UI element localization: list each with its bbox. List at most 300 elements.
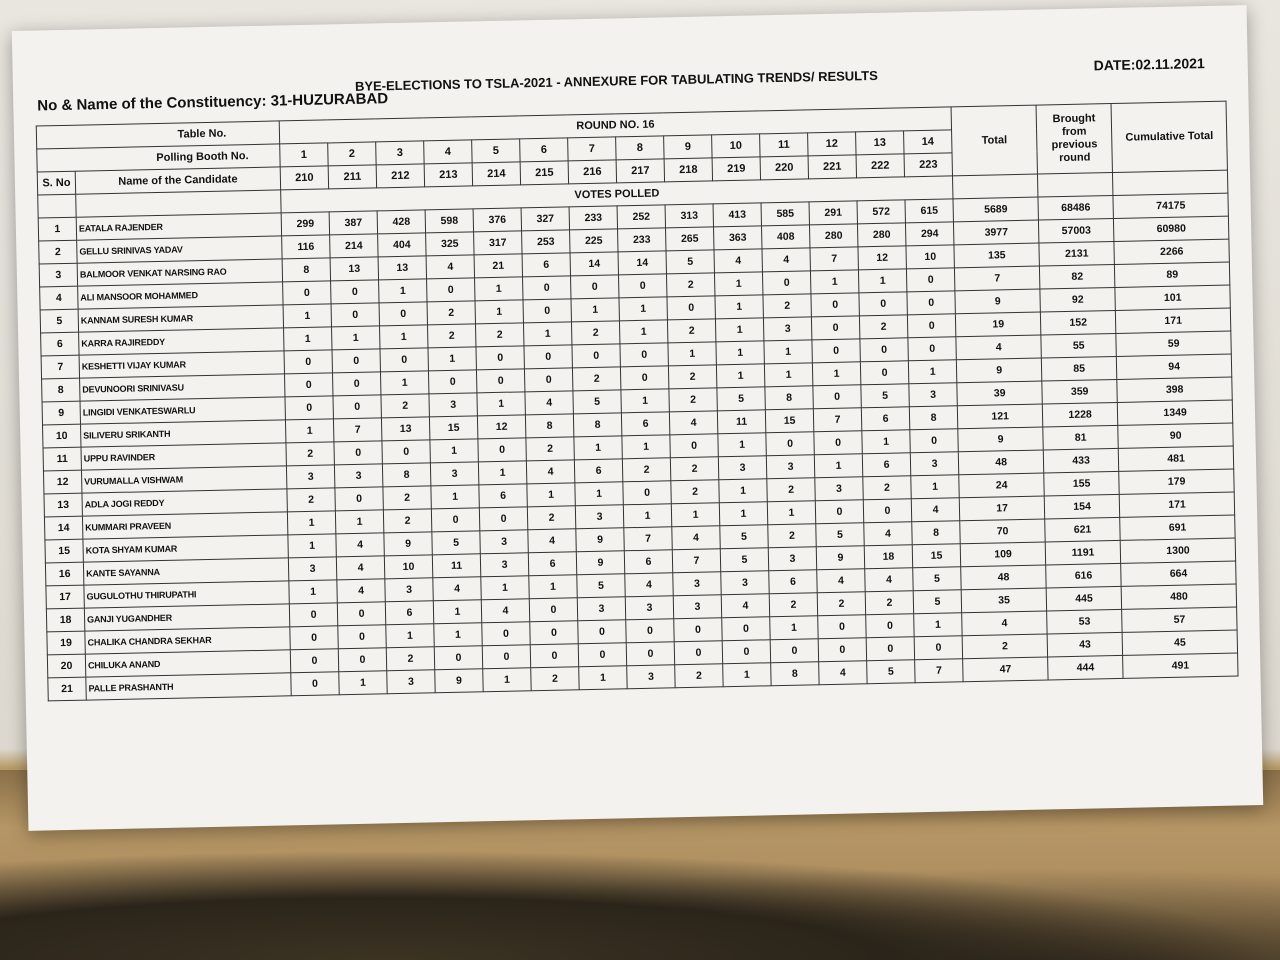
vote-cell: 4 (337, 579, 385, 603)
table-number-cell: 6 (520, 138, 568, 162)
booth-no-label: Polling Booth No. (37, 144, 280, 172)
vote-cell: 0 (914, 636, 963, 660)
cumulative-header: Cumulative Total (1111, 101, 1227, 172)
vote-cell: 1 (288, 534, 336, 558)
vote-cell: 4 (625, 573, 673, 597)
vote-cell: 0 (620, 343, 668, 367)
vote-cell: 0 (476, 369, 524, 393)
vote-cell: 12 (477, 415, 525, 439)
vote-cell: 4 (526, 460, 574, 484)
vote-cell: 1 (433, 600, 481, 624)
vote-cell: 3 (627, 665, 675, 689)
vote-cell: 5 (913, 567, 962, 591)
brought-cell: 68486 (1038, 195, 1113, 220)
vote-cell: 1 (814, 454, 862, 478)
vote-cell: 317 (474, 231, 522, 255)
vote-cell: 0 (434, 646, 482, 670)
vote-cell: 0 (332, 349, 380, 373)
vote-cell: 0 (478, 438, 526, 462)
total-cell: 47 (963, 657, 1048, 682)
vote-cell: 299 (281, 212, 329, 236)
vote-cell: 1 (908, 360, 957, 384)
vote-cell: 4 (433, 577, 481, 601)
vote-cell: 0 (571, 275, 619, 299)
vote-cell: 0 (766, 432, 814, 456)
brought-header: Brought from previous round (1036, 104, 1112, 175)
vote-cell: 615 (905, 199, 954, 223)
vote-cell: 2 (667, 319, 715, 343)
votes-polled-label: VOTES POLLED (281, 176, 953, 213)
vote-cell: 2 (287, 488, 335, 512)
vote-cell: 2 (427, 301, 475, 325)
serial-number-cell: 8 (42, 378, 80, 402)
table-number-cell: 14 (904, 130, 953, 154)
vote-cell: 0 (283, 281, 331, 305)
brought-cell: 444 (1048, 655, 1123, 680)
vote-cell: 0 (762, 271, 810, 295)
serial-number-cell: 18 (46, 608, 84, 632)
vote-cell: 13 (330, 257, 378, 281)
total-cell: 9 (955, 289, 1040, 314)
vote-cell: 225 (570, 229, 618, 253)
vote-cell: 0 (291, 672, 339, 696)
table-number-cell: 3 (376, 141, 424, 165)
total-cell: 7 (955, 266, 1040, 291)
vote-cell: 10 (906, 245, 955, 269)
vote-cell: 5 (720, 548, 768, 572)
vote-cell: 0 (379, 302, 427, 326)
vote-cell: 4 (819, 661, 867, 685)
vote-cell: 1 (386, 624, 434, 648)
total-cell: 70 (960, 519, 1045, 544)
vote-cell: 15 (765, 409, 813, 433)
vote-cell: 7 (813, 408, 861, 432)
vote-cell: 5 (867, 660, 915, 684)
vote-cell: 3 (721, 571, 769, 595)
vote-cell: 1 (379, 279, 427, 303)
candidate-header: Name of the Candidate (75, 167, 280, 194)
vote-cell: 1 (715, 295, 763, 319)
cumulative-cell: 171 (1119, 492, 1234, 517)
vote-cell: 1 (716, 364, 764, 388)
candidate-name-cell: CHALIKA CHANDRA SEKHAR (85, 627, 290, 654)
vote-cell: 0 (523, 299, 571, 323)
booth-number-cell: 215 (520, 161, 568, 185)
vote-cell: 8 (909, 406, 958, 430)
booth-number-cell: 217 (616, 159, 664, 183)
vote-cell: 313 (665, 204, 713, 228)
vote-cell: 1 (431, 485, 479, 509)
total-cell: 35 (961, 588, 1046, 613)
vote-cell: 6 (385, 601, 433, 625)
vote-cell: 1 (571, 298, 619, 322)
cumulative-cell: 94 (1116, 354, 1231, 379)
vote-cell: 291 (809, 201, 857, 225)
vote-cell: 0 (674, 618, 722, 642)
vote-cell: 2 (476, 323, 524, 347)
vote-cell: 4 (336, 556, 384, 580)
serial-number-cell: 2 (39, 240, 77, 264)
vote-cell: 6 (522, 253, 570, 277)
candidate-name-cell: LINGIDI VENKATESWARLU (80, 397, 285, 424)
vote-cell: 0 (578, 620, 626, 644)
vote-cell: 0 (337, 602, 385, 626)
vote-cell: 0 (812, 339, 860, 363)
booth-number-cell: 222 (856, 154, 904, 178)
sno-header: S. No (37, 171, 75, 195)
booth-number-cell: 214 (472, 162, 520, 186)
vote-cell: 3 (334, 464, 382, 488)
vote-cell: 3 (288, 557, 336, 581)
candidate-name-cell: BALMOOR VENKAT NARSING RAO (77, 259, 282, 286)
vote-cell: 5 (816, 523, 864, 547)
vote-cell: 10 (384, 555, 432, 579)
serial-number-cell: 6 (41, 332, 79, 356)
results-sheet (12, 5, 1263, 831)
table-number-cell: 7 (568, 137, 616, 161)
vote-cell: 9 (576, 528, 624, 552)
vote-cell: 3 (768, 547, 816, 571)
vote-cell: 3 (763, 317, 811, 341)
vote-cell: 0 (578, 643, 626, 667)
total-cell: 2 (962, 634, 1047, 659)
table-number-cell: 13 (856, 131, 904, 155)
total-cell: 48 (961, 565, 1046, 590)
vote-cell: 6 (528, 552, 576, 576)
vote-cell: 1 (858, 269, 906, 293)
serial-number-cell: 19 (47, 631, 85, 655)
cumulative-cell: 398 (1117, 377, 1232, 402)
vote-cell: 413 (713, 203, 761, 227)
vote-cell: 327 (521, 207, 569, 231)
vote-cell: 0 (908, 337, 957, 361)
vote-cell: 3 (385, 578, 433, 602)
vote-cell: 5 (573, 390, 621, 414)
vote-cell: 1 (475, 300, 523, 324)
vote-cell: 0 (290, 649, 338, 673)
brought-cell: 433 (1043, 448, 1118, 473)
vote-cell: 4 (817, 569, 865, 593)
vote-cell: 2 (286, 442, 334, 466)
serial-number-cell: 20 (47, 654, 85, 678)
serial-number-cell: 3 (39, 263, 77, 287)
vote-cell: 233 (618, 228, 666, 252)
vote-cell: 2 (817, 592, 865, 616)
cumulative-cell: 74175 (1113, 193, 1228, 218)
vote-cell: 387 (329, 211, 377, 235)
candidate-name-cell: KANTE SAYANNA (83, 558, 288, 585)
vote-cell: 1 (621, 389, 669, 413)
vote-cell: 7 (672, 549, 720, 573)
vote-cell: 0 (626, 619, 674, 643)
vote-cell: 598 (425, 209, 473, 233)
candidate-name-cell: KOTA SHYAM KUMAR (83, 535, 288, 562)
vote-cell: 13 (381, 417, 429, 441)
vote-cell: 252 (617, 205, 665, 229)
vote-cell: 6 (861, 407, 909, 431)
serial-number-cell: 21 (48, 677, 86, 701)
candidate-name-cell: ALI MANSOOR MOHAMMED (78, 282, 283, 309)
booth-number-cell: 212 (376, 164, 424, 188)
vote-cell: 0 (289, 603, 337, 627)
round-label: ROUND NO. 16 (279, 107, 951, 144)
vote-cell: 1 (914, 613, 963, 637)
vote-cell: 0 (859, 292, 907, 316)
serial-number-cell: 12 (43, 470, 81, 494)
vote-cell: 1 (527, 483, 575, 507)
vote-cell: 4 (672, 526, 720, 550)
brought-cell: 92 (1040, 287, 1115, 312)
vote-cell: 1 (723, 663, 771, 687)
vote-cell: 376 (473, 208, 521, 232)
vote-cell: 5 (666, 250, 714, 274)
brought-cell: 155 (1044, 471, 1119, 496)
cumulative-cell: 179 (1119, 469, 1234, 494)
vote-cell: 0 (284, 350, 332, 374)
vote-cell: 1 (380, 325, 428, 349)
vote-cell: 1 (335, 510, 383, 534)
vote-cell: 0 (811, 293, 859, 317)
vote-cell: 1 (289, 580, 337, 604)
vote-cell: 0 (427, 278, 475, 302)
serial-number-cell: 9 (42, 401, 80, 425)
serial-number-cell: 16 (45, 562, 83, 586)
cumulative-cell: 481 (1118, 446, 1233, 471)
cumulative-cell: 45 (1122, 630, 1237, 655)
vote-cell: 8 (771, 662, 819, 686)
vote-cell: 2 (671, 480, 719, 504)
serial-number-cell: 13 (44, 493, 82, 517)
brought-cell: 1191 (1045, 540, 1120, 565)
candidate-name-cell: CHILUKA ANAND (85, 650, 290, 677)
vote-cell: 1 (764, 363, 812, 387)
vote-cell: 572 (857, 200, 905, 224)
cumulative-cell: 480 (1121, 584, 1236, 609)
vote-cell: 2 (381, 394, 429, 418)
vote-cell: 2 (675, 664, 723, 688)
vote-cell: 1 (483, 668, 531, 692)
vote-cell: 5 (717, 387, 765, 411)
vote-cell: 363 (714, 226, 762, 250)
brought-cell: 616 (1046, 563, 1121, 588)
vote-cell: 0 (338, 625, 386, 649)
vote-cell: 7 (915, 659, 964, 683)
serial-number-cell: 15 (45, 539, 83, 563)
vote-cell: 2 (769, 593, 817, 617)
vote-cell: 1 (478, 461, 526, 485)
total-cell: 4 (956, 335, 1041, 360)
brought-cell: 154 (1044, 494, 1119, 519)
vote-cell: 0 (722, 617, 770, 641)
vote-cell: 1 (283, 304, 331, 328)
vote-cell: 1 (475, 277, 523, 301)
vote-cell: 0 (818, 638, 866, 662)
vote-cell: 428 (377, 210, 425, 234)
vote-cell: 4 (864, 522, 912, 546)
vote-cell: 3 (815, 477, 863, 501)
vote-cell: 0 (482, 622, 530, 646)
vote-cell: 1 (477, 392, 525, 416)
cumulative-cell: 60980 (1114, 216, 1229, 241)
candidate-name-cell: SILIVERU SRIKANTH (81, 420, 286, 447)
vote-cell: 6 (621, 412, 669, 436)
vote-cell: 0 (333, 372, 381, 396)
vote-cell: 3 (480, 553, 528, 577)
vote-cell: 1 (911, 475, 960, 499)
table-number-cell: 11 (760, 133, 808, 157)
vote-cell: 7 (624, 527, 672, 551)
vote-cell: 6 (769, 570, 817, 594)
vote-cell: 6 (624, 550, 672, 574)
booth-number-cell: 219 (712, 157, 760, 181)
total-cell: 19 (956, 312, 1041, 337)
vote-cell: 265 (666, 227, 714, 251)
vote-cell: 1 (428, 347, 476, 371)
vote-cell: 1 (434, 623, 482, 647)
vote-cell: 1 (619, 320, 667, 344)
serial-number-cell: 17 (46, 585, 84, 609)
vote-cell: 2 (667, 273, 715, 297)
vote-cell: 5 (913, 590, 962, 614)
serial-number-cell: 14 (44, 516, 82, 540)
vote-cell: 233 (569, 206, 617, 230)
vote-cell: 1 (767, 501, 815, 525)
vote-cell: 4 (528, 529, 576, 553)
candidate-name-cell: UPPU RAVINDER (81, 443, 286, 470)
total-cell: 3977 (954, 220, 1039, 245)
booth-number-cell: 213 (424, 163, 472, 187)
vote-cell: 0 (818, 615, 866, 639)
vote-cell: 2 (571, 321, 619, 345)
total-cell: 135 (954, 243, 1039, 268)
vote-cell: 214 (330, 234, 378, 258)
vote-cell: 1 (430, 439, 478, 463)
total-cell: 5689 (953, 197, 1038, 222)
cumulative-cell: 664 (1121, 561, 1236, 586)
vote-cell: 4 (481, 599, 529, 623)
vote-cell: 1 (719, 479, 767, 503)
vote-cell: 0 (907, 314, 956, 338)
vote-cell: 294 (905, 222, 954, 246)
vote-cell: 3 (718, 456, 766, 480)
brought-cell: 1228 (1042, 402, 1117, 427)
booth-number-cell: 221 (808, 155, 856, 179)
vote-cell: 2 (428, 324, 476, 348)
vote-cell: 1 (714, 272, 762, 296)
vote-cell: 4 (669, 411, 717, 435)
vote-cell: 2 (383, 509, 431, 533)
table-number-cell: 10 (712, 134, 760, 158)
total-cell: 48 (958, 450, 1043, 475)
cumulative-cell: 89 (1115, 262, 1230, 287)
total-cell: 17 (959, 496, 1044, 521)
vote-cell: 5 (720, 525, 768, 549)
table-number-cell: 4 (424, 140, 472, 164)
vote-cell: 5 (577, 574, 625, 598)
vote-cell: 4 (336, 533, 384, 557)
candidate-name-cell: KESHETTI VIJAY KUMAR (79, 351, 284, 378)
vote-cell: 0 (334, 441, 382, 465)
candidate-name-cell: GUGULOTHU THIRUPATHI (84, 581, 289, 608)
total-cell: 4 (962, 611, 1047, 636)
brought-cell: 2131 (1039, 241, 1114, 266)
vote-cell: 8 (282, 258, 330, 282)
candidate-name-cell: KARRA RAJIREDDY (79, 328, 284, 355)
results-body (38, 193, 1238, 701)
vote-cell: 2 (763, 294, 811, 318)
vote-cell: 9 (816, 546, 864, 570)
brought-cell: 43 (1047, 632, 1122, 657)
cumulative-cell: 90 (1118, 423, 1233, 448)
vote-cell: 2 (863, 476, 911, 500)
vote-cell: 2 (859, 315, 907, 339)
vote-cell: 3 (577, 597, 625, 621)
vote-cell: 116 (282, 235, 330, 259)
vote-cell: 6 (479, 484, 527, 508)
vote-cell: 2 (572, 367, 620, 391)
candidate-name-cell: EATALA RAJENDER (76, 213, 281, 240)
vote-cell: 8 (525, 414, 573, 438)
cumulative-cell: 2266 (1114, 239, 1229, 264)
vote-cell: 2 (622, 458, 670, 482)
vote-cell: 280 (857, 223, 905, 247)
vote-cell: 0 (619, 274, 667, 298)
booth-number-cell: 223 (904, 153, 953, 177)
vote-cell: 325 (426, 232, 474, 256)
vote-cell: 2 (669, 388, 717, 412)
vote-cell: 1 (481, 576, 529, 600)
vote-cell: 1 (285, 419, 333, 443)
vote-cell: 13 (378, 256, 426, 280)
vote-cell: 5 (861, 384, 909, 408)
vote-cell: 3 (286, 465, 334, 489)
vote-cell: 1 (523, 322, 571, 346)
vote-cell: 0 (333, 395, 381, 419)
vote-cell: 0 (770, 639, 818, 663)
vote-cell: 1 (575, 482, 623, 506)
vote-cell: 4 (762, 248, 810, 272)
brought-cell: 53 (1047, 609, 1122, 634)
vote-cell: 0 (335, 487, 383, 511)
cumulative-cell: 59 (1116, 331, 1231, 356)
vote-cell: 0 (860, 338, 908, 362)
table-number-cell: 2 (328, 142, 376, 166)
vote-cell: 2 (865, 591, 913, 615)
vote-cell: 0 (431, 508, 479, 532)
vote-cell: 0 (530, 644, 578, 668)
vote-cell: 4 (911, 498, 960, 522)
vote-cell: 2 (527, 506, 575, 530)
candidate-name-cell: ADLA JOGI REDDY (82, 489, 287, 516)
vote-cell: 3 (430, 462, 478, 486)
vote-cell: 1 (812, 362, 860, 386)
vote-cell: 5 (432, 531, 480, 555)
vote-cell: 0 (722, 640, 770, 664)
vote-cell: 1 (764, 340, 812, 364)
serial-number-cell: 10 (43, 424, 81, 448)
vote-cell: 1 (622, 435, 670, 459)
vote-cell: 11 (717, 410, 765, 434)
cumulative-cell: 1300 (1120, 538, 1235, 563)
vote-cell: 0 (382, 440, 430, 464)
vote-cell: 4 (714, 249, 762, 273)
total-cell: 9 (956, 358, 1041, 383)
candidate-name-cell: VURUMALLA VISHWAM (81, 466, 286, 493)
vote-cell: 0 (866, 637, 914, 661)
vote-cell: 0 (814, 431, 862, 455)
candidate-name-cell: KANNAM SURESH KUMAR (78, 305, 283, 332)
brought-cell: 81 (1043, 425, 1118, 450)
